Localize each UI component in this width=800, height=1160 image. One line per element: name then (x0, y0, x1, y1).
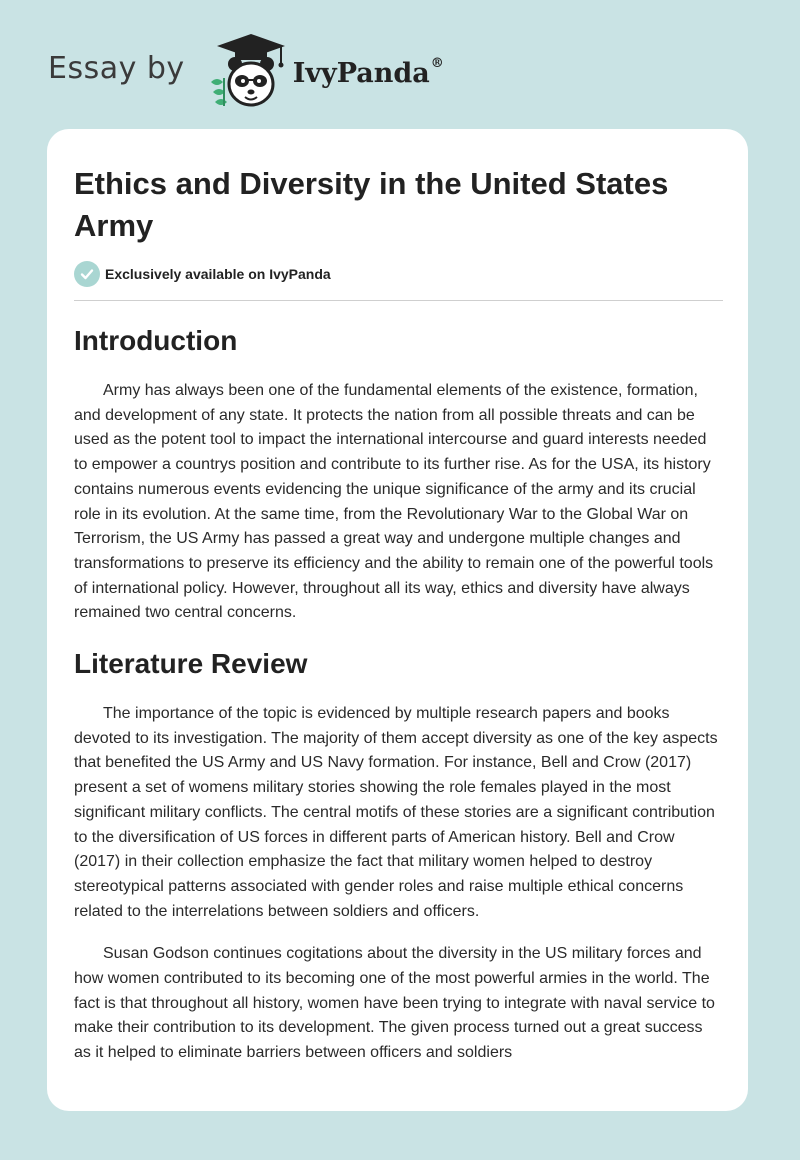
title-divider (74, 300, 723, 301)
paragraph: Susan Godson continues cogitations about the diversity in the US military forces and how women contributed to its becoming one of the most powerful armies in the world. The fact is that throughout all history, women have been trying to integrate with naval service to make their contribution to its development. The given process turned out a great success as it helped to eliminate barriers between officers and soldiers (74, 945, 715, 1062)
exclusive-badge-label: Exclusively available on IvyPanda (105, 266, 331, 282)
essay-by-label: Essay by (48, 50, 185, 86)
paragraph: The importance of the topic is evidenced by multiple research papers and books devoted to its investigation. The majority of them accept diversity as one of the key aspects that benefited the US Army and US Navy formation. For instance, Bell and Crow (2017) present a set of womens military stories showing the role females played in the most significant military conflicts. The central motifs of these stories are a significant contribution to the diversification of US forces in different parts of American history. Bell and Crow (2017) in their collection emphasize the fact that military women helped to destroy stereotypical patterns associated with gender roles and raise multiple ethical concerns related to the interrelations between soldiers and officers. (74, 705, 718, 920)
essay-title: Ethics and Diversity in the United States Army (74, 166, 669, 243)
site-header (48, 30, 444, 110)
essay-card (47, 129, 748, 1111)
leaf-icon (211, 78, 227, 106)
registered-mark: ® (430, 55, 444, 71)
essay-content (74, 163, 723, 1066)
checkmark-icon (74, 261, 100, 287)
brand-name: IvyPanda (292, 57, 430, 89)
section-heading-literature-review: Literature Review (74, 648, 308, 680)
exclusive-badge (74, 261, 723, 287)
section-heading-introduction: Introduction (74, 325, 238, 356)
brand-wordmark[interactable] (292, 55, 444, 89)
panda-logo-icon[interactable] (201, 30, 287, 110)
paragraph: Army has always been one of the fundamental elements of the existence, formation, and development of any state. It protects the nation from all possible threats and can be used as the potent tool to impact the international intercourse and guard interests needed to empower a countrys position and contribute to its further rise. As for the USA, its history contains numerous events evidencing the unique significance of the army and its crucial role in its evolution. At the same time, from the Revolutionary War to the Global War on Terrorism, the US Army has passed a great way and undergone multiple changes and transformations to preserve its efficiency and the ability to remain one of the powerful tools of international policy. However, throughout all its way, ethics and diversity have always remained two central concerns. (74, 382, 714, 622)
